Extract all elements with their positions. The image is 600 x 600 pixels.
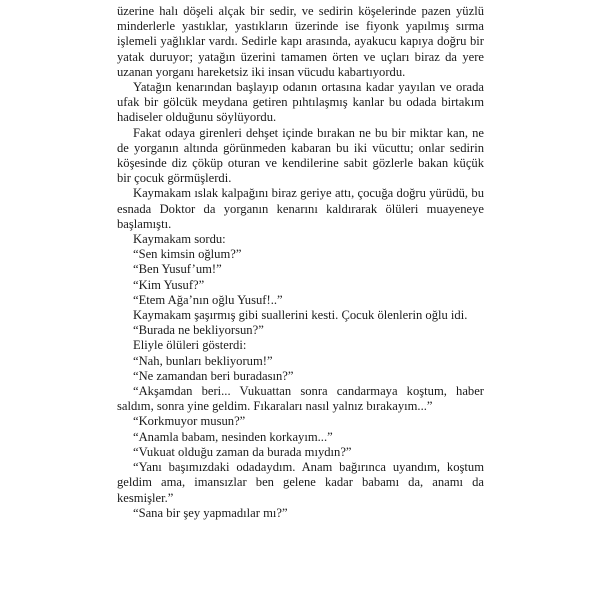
book-page — [117, 4, 484, 521]
dialogue-line: Kaymakam sordu: — [133, 232, 226, 247]
paragraph-child: Fakat odaya girenleri dehşet içinde bırakan ne bu bir miktar kan, ne de yorganın altında görünmeden kabaran bu iki vücuttu; onlar sedirin köşesinde diz çöküp oturan ve kendilerine sabit gözlerle bakan küçük bir çocuk görmüşlerdi. — [117, 125, 484, 186]
dialogue-line: “Sen kimsin oğlum?” — [133, 247, 242, 262]
dialogue-line: “Korkmuyor musun?” — [133, 414, 246, 429]
paragraph-continued: üzerine halı döşeli alçak bir sedir, ve sedirin köşelerinde pazen yüzlü minderlerle yastıklar, yastıkların üzerinde ise fiyonk yapılmış sırma işlemeli yağlıklar vardı. Sedirle kapı arasında, ayakucu kapıya doğru bir yatak duruyor; yatağın üzerini tamamen örten ve uçları biraz da yere uzanan yorganı hareketsiz iki insan vücudu kabartıyordu. — [117, 4, 484, 79]
dialogue-line: “Yanı başımızdaki odadaydım. Anam bağırınca uyandım, koştum geldim ama, imansızlar ben gelene kadar babamı da, anamı da kesmişler.” — [117, 460, 484, 505]
dialogue-line: “Akşamdan beri... Vukuattan sonra candarmaya koştum, haber saldım, sonra yine geldim. Fıkaraları nasıl yalnız bırakayım...” — [117, 384, 484, 414]
paragraph-kaymakam: Kaymakam ıslak kalpağını biraz geriye attı, çocuğa doğru yürüdü, bu esnada Doktor da yorganın kenarını kaldırarak ölüleri muayeneye başlamıştı. — [117, 186, 484, 231]
dialogue-line: “Nah, bunları bekliyorum!” — [133, 353, 273, 368]
dialogue-line: “Ne zamandan beri buradasın?” — [133, 368, 294, 383]
dialogue-line: “Kim Yusuf?” — [133, 277, 205, 292]
paragraph-blood: Yatağın kenarından başlayıp odanın ortasına kadar yayılan ve orada ufak bir gölcük meydana getiren pıhtılaşmış kanlar bu odada birtakım hadiseler olduğunu söylüyordu. — [117, 80, 484, 125]
dialogue-line: “Etem Ağa’nın oğlu Yusuf!..” — [133, 292, 283, 307]
dialogue-line: “Burada ne bekliyorsun?” — [133, 323, 264, 338]
dialogue-line: “Anamla babam, nesinden korkayım...” — [133, 429, 333, 444]
dialogue-line: Eliyle ölüleri gösterdi: — [133, 338, 247, 353]
dialogue-line: “Ben Yusuf’um!” — [133, 262, 222, 277]
dialogue-line: “Sana bir şey yapmadılar mı?” — [133, 505, 288, 520]
dialogue-line: “Vukuat olduğu zaman da burada mıydın?” — [133, 444, 352, 459]
paragraph-narration: Kaymakam şaşırmış gibi suallerini kesti. Çocuk ölenlerin oğlu idi. — [133, 308, 468, 323]
